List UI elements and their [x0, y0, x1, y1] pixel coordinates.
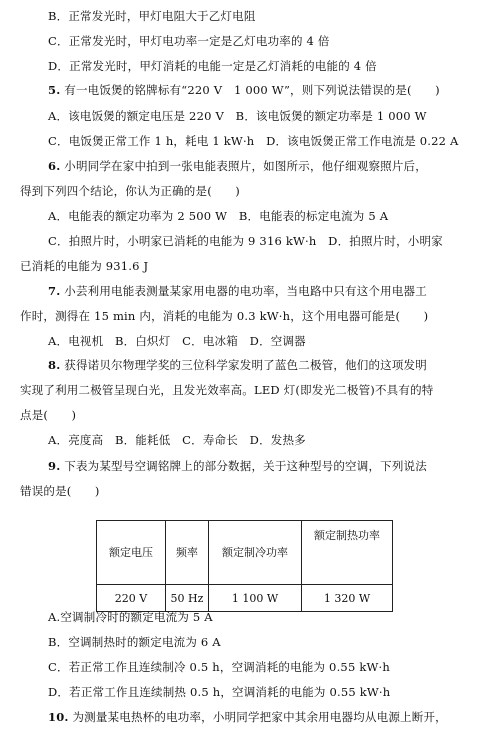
text: 实现了利用二极管呈现白光，且发光效率高。LED 灯(即发光二极管)不具有的特	[20, 383, 434, 397]
question-number: 6.	[48, 159, 61, 173]
question-number: 8.	[48, 358, 61, 372]
option-c-line	[48, 33, 330, 49]
text: B．空调制热时的额定电流为 6 A	[48, 635, 221, 649]
question-text: 为测量某电热杯的电功率，小明同学把家中其余用电器均从电源上断开，	[68, 710, 447, 724]
table-header-cell	[97, 521, 166, 585]
header-cooling-power: 额定制冷功率	[222, 546, 288, 559]
text: D．正常发光时，甲灯消耗的电能一定是乙灯消耗的电能的 4 倍	[48, 59, 377, 73]
question-number: 10.	[48, 710, 69, 724]
text: C．拍照片时，小明家已消耗的电能为 9 316 kW·h D．拍照片时，小明家	[48, 234, 443, 248]
table-header-cell	[166, 521, 209, 585]
header-heating-power: 额定制热功率	[314, 529, 380, 542]
question-9-option-c	[48, 659, 390, 675]
question-5-options-ab	[48, 108, 427, 124]
header-rated-voltage: 额定电压	[109, 546, 153, 559]
text: A．该电饭煲的额定电压是 220 V B．该电饭煲的额定功率是 1 000 W	[48, 109, 427, 123]
question-9-option-b	[48, 634, 221, 650]
question-number: 7.	[48, 284, 61, 298]
cell-cooling-power: 1 100 W	[209, 585, 302, 612]
text: B．正常发光时，甲灯电阻大于乙灯电阻	[48, 9, 256, 23]
text: A．亮度高 B．能耗低 C．寿命长 D．发热多	[48, 433, 306, 447]
question-6	[48, 158, 427, 174]
question-9	[48, 458, 427, 474]
question-7	[48, 283, 427, 299]
spec-table	[96, 520, 393, 612]
text: 错误的是( )	[20, 484, 100, 498]
option-d-line	[48, 58, 377, 74]
question-5-options-cd	[48, 133, 459, 149]
option-b-line	[48, 8, 256, 24]
question-8-options	[48, 432, 306, 448]
question-6-options-ab	[48, 208, 388, 224]
question-7-cont	[20, 308, 428, 324]
question-9-cont	[20, 483, 100, 499]
question-6-cont	[20, 183, 240, 199]
text: 点是( )	[20, 408, 77, 422]
question-text: 小芸利用电能表测量某家用电器的电功率，当电路中只有这个用电器工	[60, 284, 427, 298]
question-5	[48, 82, 440, 98]
question-9-option-a	[48, 609, 213, 625]
question-7-options	[48, 333, 306, 349]
text: C．正常发光时，甲灯电功率一定是乙灯电功率的 4 倍	[48, 34, 330, 48]
question-number: 5.	[48, 83, 61, 97]
question-text: 有一电饭煲的铭牌标有“220 V 1 000 W”，则下列说法错误的是( )	[60, 83, 440, 97]
table-row	[97, 585, 393, 612]
text: A．电视机 B．白炽灯 C．电冰箱 D．空调器	[48, 334, 306, 348]
question-text: 获得诺贝尔物理学奖的三位科学家发明了蓝色二极管，他们的这项发明	[60, 358, 427, 372]
table-header-row	[97, 521, 393, 585]
text: 作时，测得在 15 min 内，消耗的电能为 0.3 kW·h，这个用电器可能是( )	[20, 309, 429, 323]
question-8-cont2	[20, 407, 76, 423]
text: C．电饭煲正常工作 1 h，耗电 1 kW·h D．该电饭煲正常工作电流是 0.22 A	[48, 134, 459, 148]
question-8-cont	[20, 382, 433, 398]
table-header-cell	[209, 521, 302, 585]
question-number: 9.	[48, 459, 61, 473]
text: D．若正常工作且连续制热 0.5 h，空调消耗的电能为 0.55 kW·h	[48, 685, 391, 699]
cell-frequency: 50 Hz	[166, 585, 209, 612]
text: A.空调制冷时的额定电流为 5 A	[48, 610, 213, 624]
question-6-options-cd-cont	[20, 258, 148, 274]
question-text: 小明同学在家中拍到一张电能表照片，如图所示，他仔细观察照片后，	[60, 159, 427, 173]
cell-heating-power: 1 320 W	[302, 585, 393, 612]
question-text: 下表为某型号空调铭牌上的部分数据，关于这种型号的空调，下列说法	[60, 459, 427, 473]
text: 已消耗的电能为 931.6 J	[20, 259, 149, 273]
text: C．若正常工作且连续制冷 0.5 h，空调消耗的电能为 0.55 kW·h	[48, 660, 390, 674]
question-10	[48, 709, 447, 725]
cell-rated-voltage: 220 V	[97, 585, 166, 612]
question-6-options-cd	[48, 233, 443, 249]
text: A．电能表的额定功率为 2 500 W B．电能表的标定电流为 5 A	[48, 209, 389, 223]
question-8	[48, 357, 427, 373]
text: 得到下列四个结论，你认为正确的是( )	[20, 184, 240, 198]
header-frequency: 频率	[176, 546, 198, 559]
table-header-cell	[302, 521, 393, 585]
question-9-option-d	[48, 684, 390, 700]
